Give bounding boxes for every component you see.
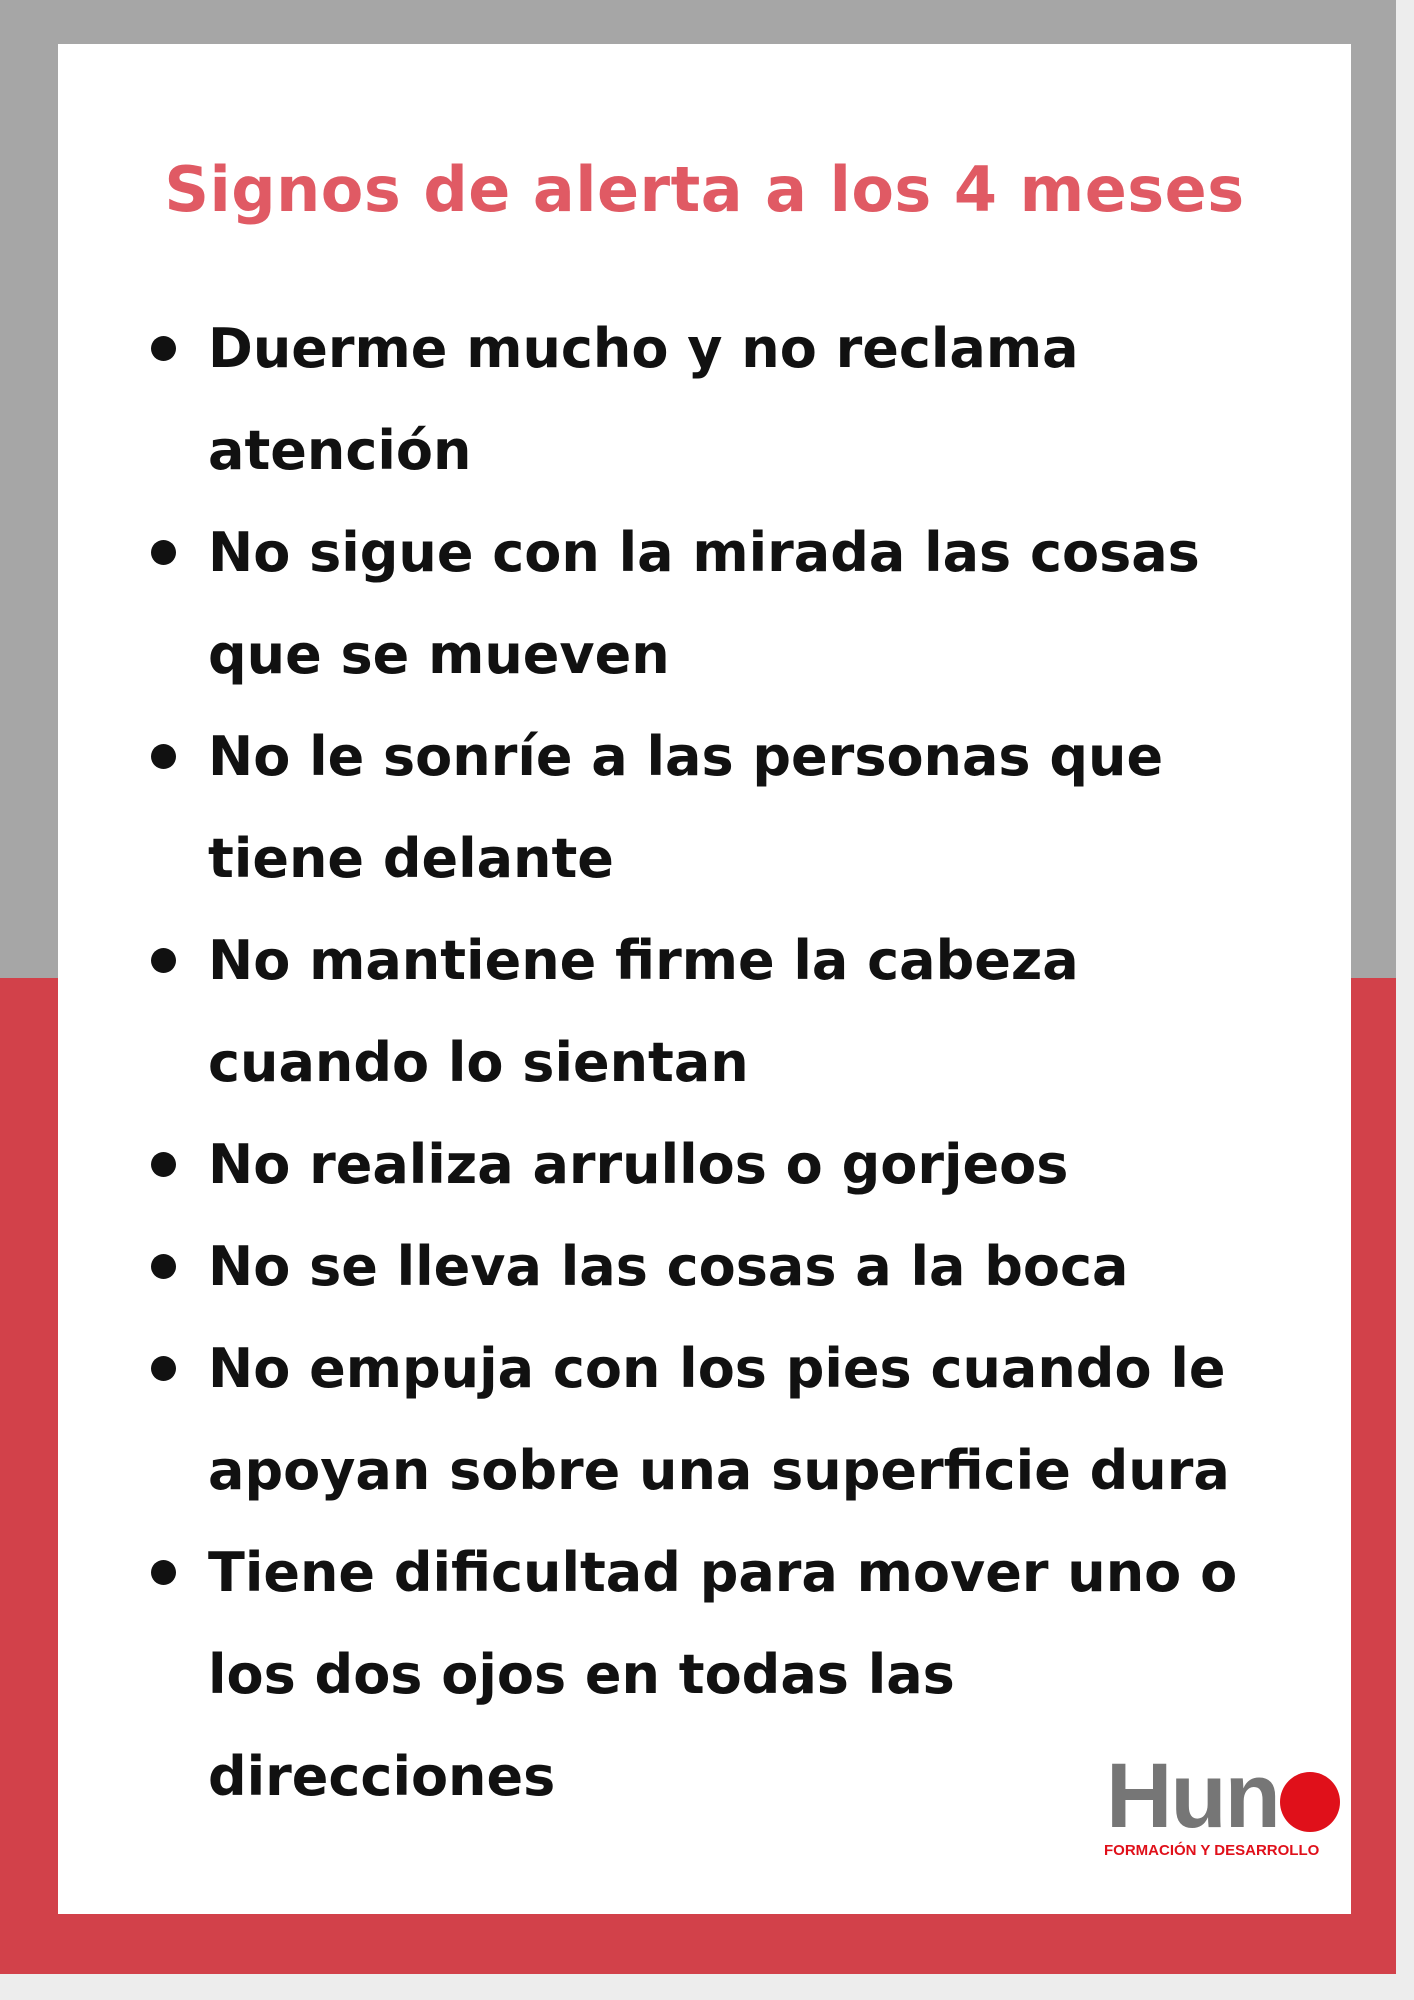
bullet-icon	[151, 1254, 176, 1279]
bullet-icon	[151, 744, 176, 769]
list-item-text: No le sonríe a las personas que tiene delante	[208, 725, 1164, 890]
warning-signs-list	[58, 298, 1258, 1828]
list-item	[58, 910, 1258, 1114]
bullet-icon	[151, 948, 176, 973]
logo-red-dot-icon	[1280, 1772, 1340, 1832]
list-item-text: No sigue con la mirada las cosas que se mueven	[208, 521, 1200, 686]
list-item	[58, 1318, 1258, 1522]
list-item	[58, 1114, 1258, 1216]
list-item	[58, 298, 1258, 502]
list-item-text: No se lleva las cosas a la boca	[208, 1235, 1129, 1298]
logo-tagline: FORMACIÓN Y DESARROLLO	[1104, 1842, 1320, 1859]
list-item-text: No realiza arrullos o gorjeos	[208, 1133, 1069, 1196]
list-item-text: Tiene dificultad para mover uno o los dos ojos en todas las direcciones	[208, 1541, 1238, 1808]
page-edge-bottom	[0, 1974, 1414, 2000]
bullet-icon	[151, 1152, 176, 1177]
list-item-text: Duerme mucho y no reclama atención	[208, 317, 1079, 482]
list-item	[58, 706, 1258, 910]
list-item-text: No empuja con los pies cuando le apoyan sobre una superficie dura	[208, 1337, 1230, 1502]
list-item	[58, 502, 1258, 706]
list-item	[58, 1216, 1258, 1318]
poster-card	[58, 44, 1351, 1914]
page-edge-right	[1396, 0, 1414, 2000]
bullet-icon	[151, 1560, 176, 1585]
huno-logo	[1036, 1744, 1350, 1870]
bullet-icon	[151, 540, 176, 565]
bullet-icon	[151, 336, 176, 361]
bullet-icon	[151, 1356, 176, 1381]
poster-title: Signos de alerta a los 4 meses	[164, 153, 1245, 226]
list-item-text: No mantiene firme la cabeza cuando lo sientan	[208, 929, 1079, 1094]
logo-wordmark: Hun	[1106, 1745, 1279, 1847]
